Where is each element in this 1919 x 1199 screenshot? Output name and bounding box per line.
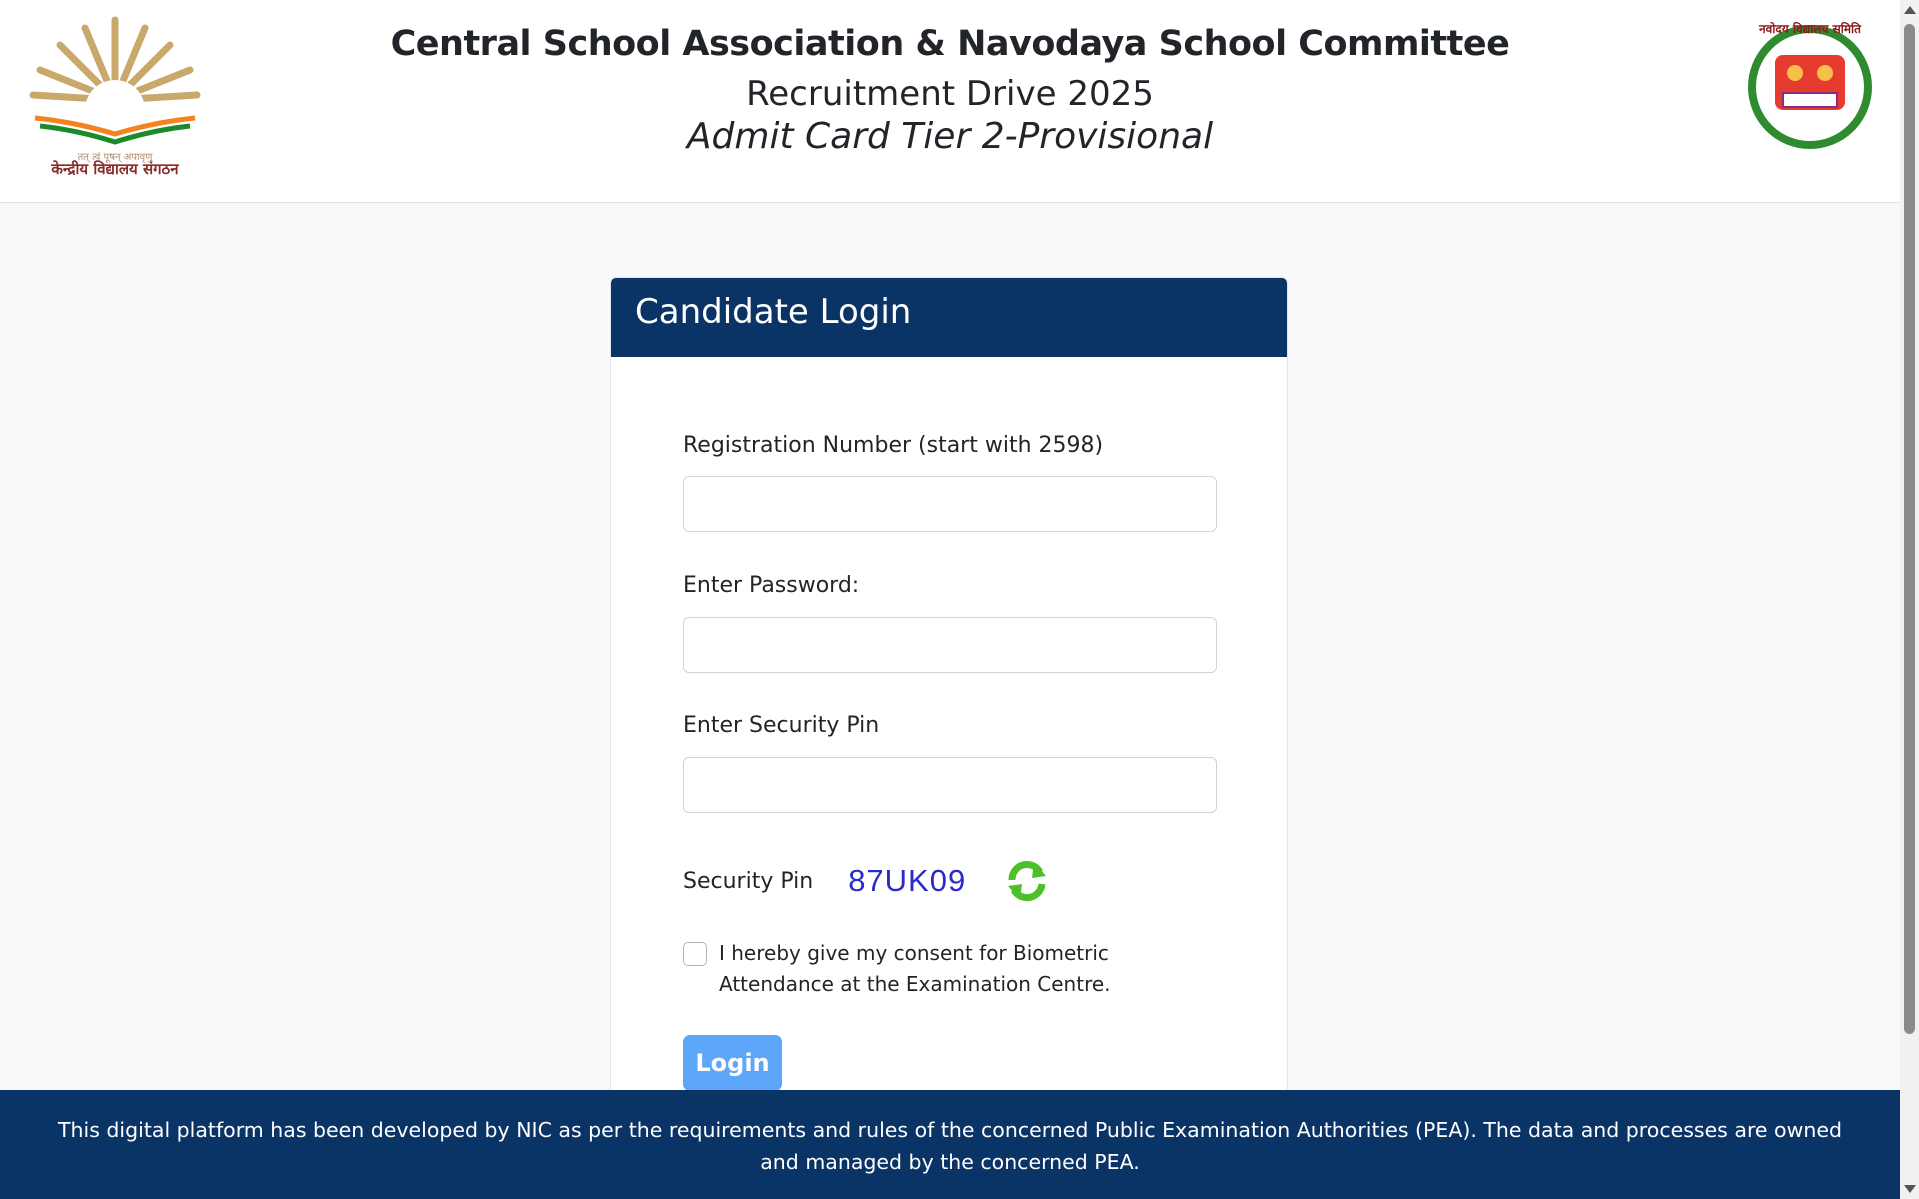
security-pin-label: Enter Security Pin	[683, 713, 880, 738]
page-subtitle: Recruitment Drive 2025	[746, 74, 1154, 114]
svg-text:तत् त्वं पूषन् अपावृणु: तत् त्वं पूषन् अपावृणु	[77, 152, 153, 163]
login-button[interactable]: Login	[683, 1035, 782, 1091]
captcha-code: 87UK09	[848, 863, 967, 898]
footer-text: This digital platform has been developed by NIC as per the requirements and rules of the concerned Public Examination Authorities (PEA). The data and processes are owned and managed by the concerned PEA.	[58, 1118, 1842, 1174]
login-heading: Candidate Login	[611, 278, 1287, 357]
page-title: Central School Association & Navodaya School Committee	[390, 24, 1510, 64]
nvs-logo	[1745, 15, 1875, 160]
svg-text:नवोदय विद्यालय समिति: नवोदय विद्यालय समिति	[1758, 22, 1862, 36]
captcha-row	[683, 858, 1050, 904]
document-title: Admit Card Tier 2-Provisional	[686, 116, 1214, 157]
security-pin-input[interactable]	[683, 757, 1217, 813]
scroll-down-icon[interactable]	[1904, 1185, 1916, 1193]
scroll-up-icon[interactable]	[1904, 6, 1916, 14]
scrollbar[interactable]	[1900, 0, 1919, 1199]
refresh-captcha-icon[interactable]	[1004, 858, 1050, 904]
svg-text:केन्द्रीय विद्यालय संगठन: केन्द्रीय विद्यालय संगठन	[51, 160, 179, 175]
password-label: Enter Password:	[683, 573, 860, 598]
captcha-label: Security Pin	[683, 868, 814, 894]
scrollbar-thumb[interactable]	[1904, 24, 1915, 1034]
registration-number-input[interactable]	[683, 476, 1217, 532]
consent-checkbox[interactable]	[683, 942, 707, 966]
page-header	[0, 0, 1900, 203]
registration-number-label: Registration Number (start with 2598)	[683, 433, 1104, 458]
candidate-login-card	[610, 277, 1288, 1107]
footer	[0, 1090, 1900, 1199]
password-input[interactable]	[683, 617, 1217, 673]
consent-text: I hereby give my consent for Biometric Attendance at the Examination Centre.	[719, 941, 1111, 996]
